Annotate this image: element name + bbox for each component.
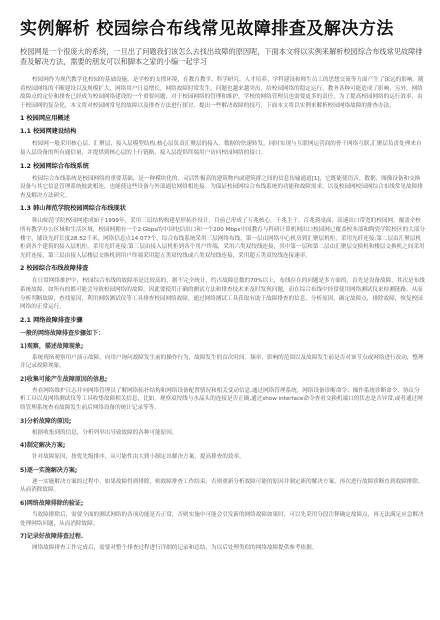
paragraph: 查看网络维护日志并向网络管理员了解网络拓扑结构和网络设备配置情况和相关变动信息,通过网络管理系统，网络设备诊断命令、操作系统诊断命令、协议分析工具以及网络测试仪等工具收集故障相关信息，比如，观察双绞线与水晶头的连接是否正确,通过show interface命令查看交换机端口的状态是否异常,或者通过网络管理系统查看故障发生前后网络设备的统计记录等等。: [20, 387, 423, 412]
paragraph: 逐一实施解决方案的过程中，如果故障得到排除，则故障排查工作结束，否则重新分析故障可能的原因并制定新的解决方案，再次进行故障诊断直到故障排除，从而消除故障。: [20, 478, 424, 494]
article-body: [20, 76, 425, 553]
paragraph: 系统现场观察用户演示故障，向用户询问故障发生前的操作行为，故障发生的首次时间、频率、影响的范围以及故障发生前是否对该节点或网络进行改动，整理并记录故障现象。: [20, 354, 424, 370]
paragraph: 校园网一般采用核心层、汇聚层、接入层模型结构,核心层负责汇聚层的接入，数据的快速转发，同时实现与互联网运营商的骨干网络互联,汇聚层负责处理来自接入层设备的所有通信量，并提供到核心层的上行链路，接入层提供终端用户访问校园网络的接口。: [20, 141, 422, 156]
paragraph: 在日常网络维护中，校园综合布线的故障率是比较高的，据不完全统计，约占故障总数的70%以上，布线存在的问题是多方面的，首先是设备故障，其次是布线系统故障，如所有的都可能会导致校园网络的故障，因此要使用正确的测试方法和排查技术来及时发现问题，而在综合布线中经常使用网络测试仪来检测链路。从而分析判断故障，查找原因，利用网络测试仪等工具排查校园网络故障，通过网络测试工具获取有助于故障排查的信息，分析原因，确定故障点，排除故障，恢复校园网络的正常运行。: [20, 278, 425, 311]
paragraph: 根据收集到的信息，分析列举出导致故障的各种可能原因。: [32, 429, 178, 436]
section-heading: 1.3 韩山师范学院校园网综合布线现状: [20, 205, 126, 213]
paragraph: 校园网作为现代教学化校园的基础设施，是学校的支撑环境，在教育教学、科学研究、人才培养、学科建设和师生员工的思想交流等方面产生了深远的影响。随着校园网络的不断建设以及规模扩大，网络用户日益增长，网络故障时常发生。问题也越来越突出，给校园网络的稳定运行、教务各种可能造成了影响，另外，网络故障点的定位和排查已经成为校园网络建设的一个重要问题，对于校园网络的管理和维护，学校的网络管理员也需要更多的责任，为了提高校园网络的运行效率，由于校园网的复杂化，本文将对校园网常见的故障以及排查方法进行探讨，提出一些解决故障的技巧，下面本文将以实例来解析校园网络故障的排查办法。: [20, 77, 424, 109]
section-heading: 1 校园网应用概述: [20, 115, 70, 123]
paragraph: 针对故障原因，按优先级排序，从可能性由大到小制定出解决方案，提高排查的效率。: [32, 454, 245, 461]
article-intro: 校园网是一个很庞大的系统，一旦出了问题我们该怎么去找出故障的原因呢，下面本文将以实例来解析校园综合布线常见故障排查及解决方法，需要的朋友可以和脚本之家的小编一起学习: [20, 47, 423, 66]
subheading: 4)制定解决方案;: [20, 442, 66, 450]
paragraph: 韩山师范学院校园网建成始于1999年，采用三层结构构建星形拓扑设计，目前已形成了万兆核心，千兆主干，百兆到桌面，高速出口带宽的校园网，覆盖全校所有教学办公区域和生活区域，校园网拥有一个2 Gbps的中国电信出口和一个200 Mbps中国教育与科研计算机网出口校园网已覆盖校本部和陶瓷学院校区的大部分楼宇，铺设光纤长度28.52千米，网络信息点14 077个。综合布线系统采用三层网络布线，第一层由网络中心机房到汇聚层机柜，采用光纤连接;第二层由汇聚层机柜到各个建筑的接入层机柜，采用光纤连接;第三层由接入层机柜到各个用户终端，采用六类双绞线连接，其中第一层和第二层由汇聚层交换机和楼层交换机之间采用光纤连接，第三层由接入层楼层交换机到用户终端采用超五类双绞线或六类双绞线连接，采用超五类双绞线连接速率。: [20, 218, 425, 259]
article: [20, 0, 425, 557]
section-heading: 1.2 校园网综合布线系统: [20, 162, 89, 170]
section-heading: 2.1 网络故障排查步骤: [20, 316, 83, 324]
article-title: 实例解析 校园综合布线常见故障排查及解决方法: [20, 19, 394, 39]
paragraph: 当故障排除后，需要全面的测试网络的各项功能是否正常，否则实施中可能会引发新的网络故障如果时，可以先采用分段注释确定故障点，再无法满足应急解决处理网络问题，从而消除故障。: [20, 512, 424, 527]
subheading: 一般的网络故障排查步骤如下：: [20, 329, 105, 337]
paragraph: 网络故障排查工作完成后，需要对整个排查过程进行详细的记录和总结，为以后处理类似的网络故障提供参考依据。: [32, 545, 318, 552]
section-heading: 2 校园综合布线故障排查: [20, 265, 89, 273]
section-heading: 1.1 校园网建设结构: [20, 128, 77, 136]
subheading: 2)收集可能产生故障原因的信息;: [20, 375, 108, 383]
paragraph: 校园综合布线系统是校园网络的重要基础，是一种模块化的、灵活性极高的建筑物内或建筑群之间的信息传输通道[1]，它既能使语音、数据、图像设备和交换设备与其它信息管理系统彼此相连，也能使这些设备与外部通信网络相连接。为保证校园网综合布线系统的功能和故障需求，以及校园网校园网综合布线常见故障排查及解决方法研究。: [20, 175, 423, 199]
subheading: 1)观察，描述故障现象;: [20, 342, 84, 350]
subheading: 6)网络故障排除的验证;: [20, 500, 84, 508]
subheading: 3)分析故障的原因;: [20, 417, 72, 425]
subheading: 7)记录好故障排查过程.: [20, 533, 84, 541]
subheading: 5)逐一实施解决方案;: [20, 466, 78, 474]
